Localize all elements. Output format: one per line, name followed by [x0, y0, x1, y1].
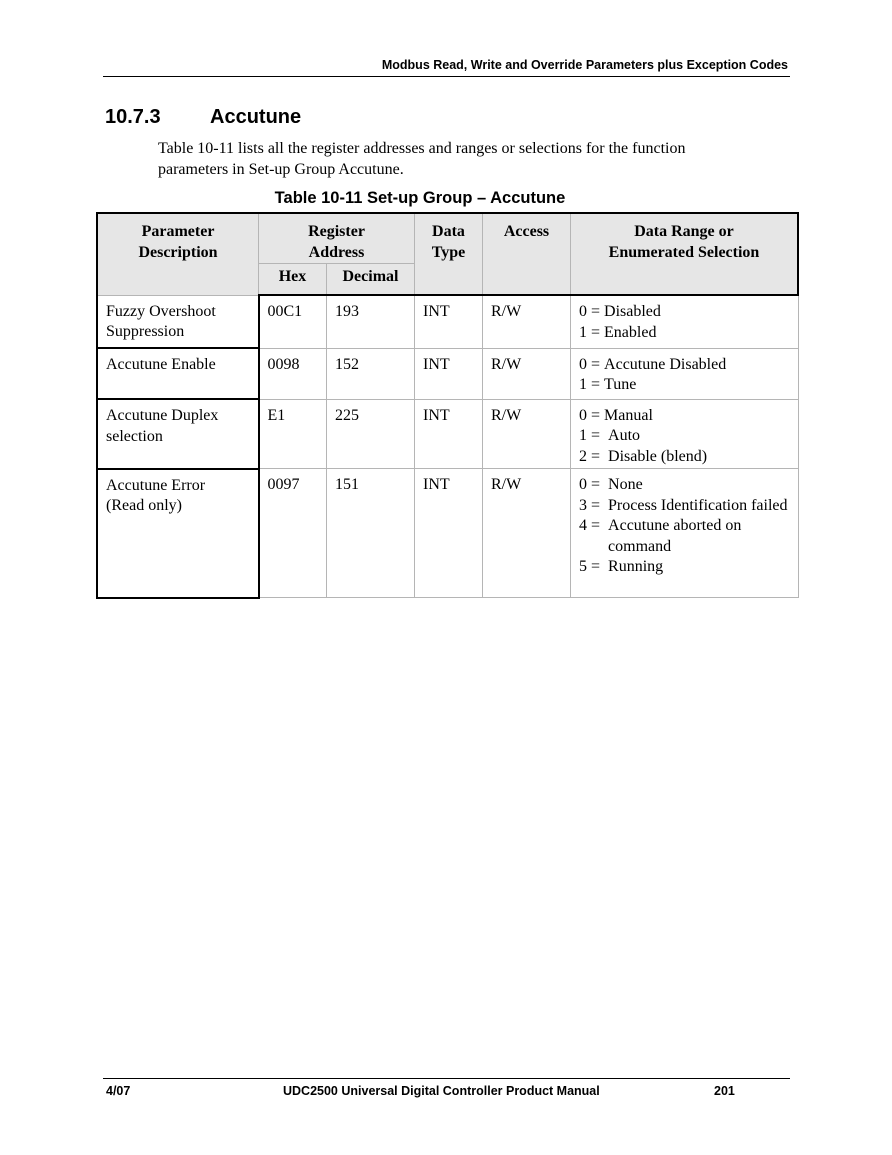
- section-heading: [105, 106, 301, 129]
- hex-cell: 0097: [259, 469, 327, 598]
- type-cell: INT: [415, 469, 483, 598]
- accutune-table: [96, 212, 799, 599]
- footer-date: 4/07: [106, 1084, 131, 1098]
- footer-title: UDC2500 Universal Digital Controller Product Manual: [283, 1084, 600, 1098]
- param-description: Fuzzy Overshoot Suppression: [97, 295, 259, 348]
- range-cell: 0 = None 3 = Process Identification failed 4 = Accutune aborted on command 5 = Running: [571, 469, 799, 598]
- intro-paragraph: Table 10-11 lists all the register addresses and ranges or selections for the function parameters in Set-up Group Accutune.: [158, 140, 686, 178]
- section-number: 10.7.3: [105, 106, 161, 128]
- header-decimal: Decimal: [327, 264, 415, 296]
- decimal-cell: 225: [327, 399, 415, 469]
- header-register-address: Register Address: [259, 213, 415, 264]
- param-description: Accutune Duplex selection: [97, 399, 259, 469]
- access-cell: R/W: [483, 295, 571, 348]
- header-parameter-description: Parameter Description: [97, 213, 259, 295]
- table-row: [97, 348, 798, 399]
- access-cell: R/W: [483, 469, 571, 598]
- decimal-cell: 151: [327, 469, 415, 598]
- header-rule: [103, 76, 790, 77]
- running-header: Modbus Read, Write and Override Parameters plus Exception Codes: [381, 58, 788, 72]
- hex-cell: 0098: [259, 348, 327, 399]
- range-cell: 0 = Disabled 1 = Enabled: [571, 295, 799, 348]
- table-row: [97, 469, 798, 598]
- footer-rule: [103, 1078, 790, 1079]
- type-cell: INT: [415, 348, 483, 399]
- header-data-range: Data Range or Enumerated Selection: [571, 213, 799, 295]
- decimal-cell: 193: [327, 295, 415, 348]
- access-cell: R/W: [483, 348, 571, 399]
- table-row: [97, 295, 798, 348]
- header-hex: Hex: [259, 264, 327, 296]
- section-title: Accutune: [210, 106, 302, 128]
- range-cell: 0 = Accutune Disabled 1 = Tune: [571, 348, 799, 399]
- table-row: [97, 399, 798, 469]
- type-cell: INT: [415, 295, 483, 348]
- hex-cell: 00C1: [259, 295, 327, 348]
- range-cell: 0 = Manual 1 = Auto 2 = Disable (blend): [571, 399, 799, 469]
- access-cell: R/W: [483, 399, 571, 469]
- header-data-type: Data Type: [415, 213, 483, 295]
- page-number: 201: [714, 1084, 735, 1098]
- hex-cell: E1: [259, 399, 327, 469]
- type-cell: INT: [415, 399, 483, 469]
- header-access: Access: [483, 213, 571, 295]
- param-description: Accutune Error (Read only): [97, 469, 259, 598]
- table-caption: Table 10-11 Set-up Group – Accutune: [274, 189, 566, 207]
- decimal-cell: 152: [327, 348, 415, 399]
- param-description: Accutune Enable: [97, 348, 259, 399]
